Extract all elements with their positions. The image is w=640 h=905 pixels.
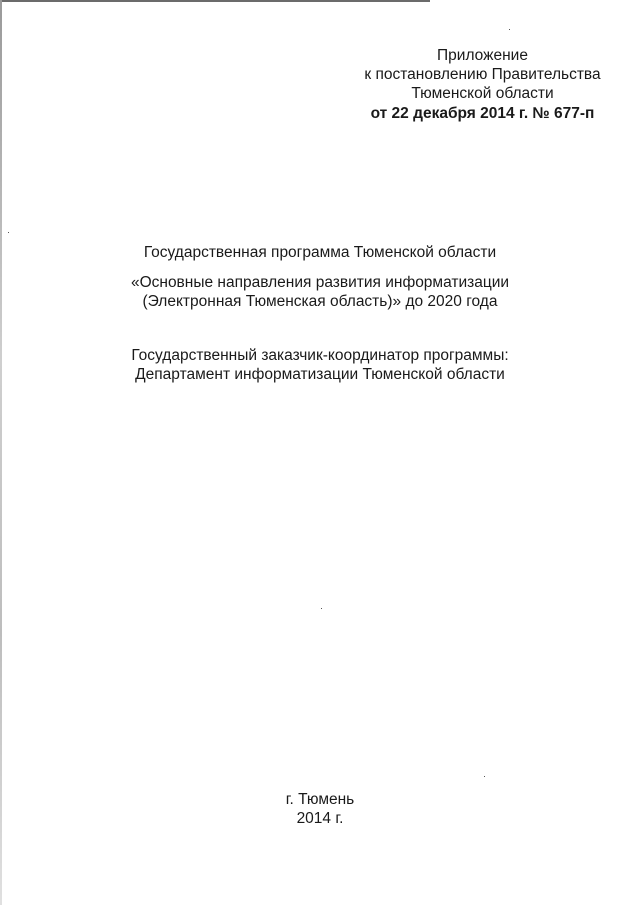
scan-speck: [321, 608, 322, 609]
program-title-block: [0, 243, 640, 262]
footer-year: 2014 г.: [296, 810, 344, 827]
scan-left-edge: [0, 0, 2, 905]
scan-speck: [484, 776, 485, 777]
scan-speck: [8, 232, 9, 233]
scan-top-edge: [0, 0, 430, 2]
customer-block: [0, 346, 640, 384]
footer-city: г. Тюмень: [285, 791, 355, 808]
approval-region-line: Тюменской области: [411, 85, 554, 102]
approval-resolution-line: к постановлению Правительства: [364, 66, 601, 83]
approval-date-number: от 22 декабря 2014 г. № 677-п: [370, 105, 595, 122]
program-name-line-1: «Основные направления развития информатизации: [130, 274, 510, 291]
program-name-line-2: (Электронная Тюменская область)» до 2020 года: [142, 293, 498, 310]
approval-heading: Приложение: [437, 47, 528, 64]
approval-block: [340, 46, 625, 123]
footer-block: [0, 790, 640, 828]
program-name-block: [0, 273, 640, 311]
customer-label: Государственный заказчик-координатор программы:: [131, 347, 509, 364]
customer-name: Департамент информатизации Тюменской области: [135, 366, 505, 383]
scan-speck: [509, 29, 510, 30]
program-title: Государственная программа Тюменской области: [143, 244, 497, 261]
